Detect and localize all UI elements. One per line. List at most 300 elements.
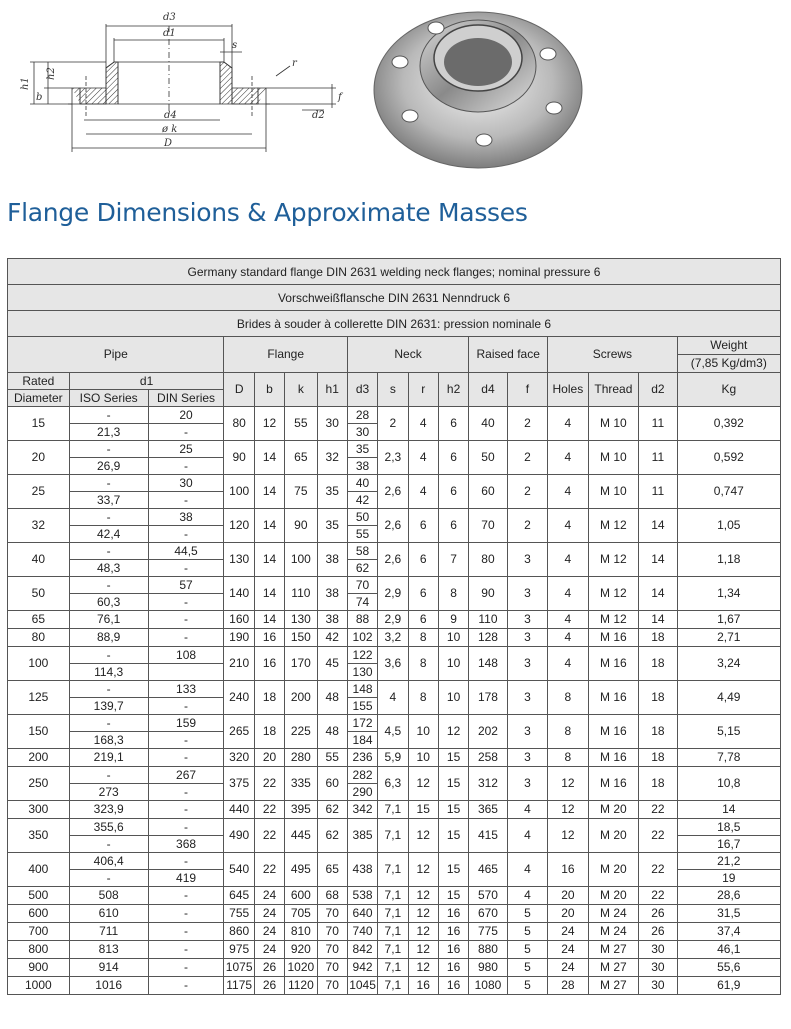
cell-k: 110	[285, 576, 317, 610]
cell-D: 100	[224, 474, 254, 508]
cell-h1: 60	[317, 766, 347, 800]
table-row	[8, 646, 781, 663]
cell-d3: 155	[347, 697, 377, 714]
cell-s: 6,3	[378, 766, 408, 800]
cell-thread: M 16	[588, 714, 639, 748]
header-h2: h2	[438, 372, 468, 406]
cell-rated-diameter: 32	[8, 508, 70, 542]
cell-f: 5	[507, 976, 547, 994]
cell-kg: 2,71	[677, 628, 780, 646]
cell-h1: 70	[317, 904, 347, 922]
cell-d2: 22	[639, 886, 677, 904]
cell-f: 5	[507, 922, 547, 940]
cell-f: 4	[507, 800, 547, 818]
group-header-screws: Screws	[548, 337, 677, 373]
cell-s: 7,1	[378, 940, 408, 958]
cell-h1: 38	[317, 576, 347, 610]
cell-d1-iso: 60,3	[69, 593, 148, 610]
table-row	[8, 610, 781, 628]
cell-rated-diameter: 65	[8, 610, 70, 628]
cell-b: 14	[254, 474, 284, 508]
cell-d1-iso: -	[69, 835, 148, 852]
cell-thread: M 12	[588, 508, 639, 542]
cell-d1-din: 30	[148, 474, 224, 491]
cell-d1-din: 38	[148, 508, 224, 525]
cell-d1-din: 368	[148, 835, 224, 852]
header-r: r	[408, 372, 438, 406]
cell-holes: 4	[548, 610, 588, 628]
table-row	[8, 766, 781, 783]
cell-d2: 26	[639, 922, 677, 940]
label-r: r	[292, 58, 297, 69]
label-k: ø k	[162, 124, 178, 135]
cell-h2: 10	[438, 680, 468, 714]
cell-h2: 12	[438, 714, 468, 748]
flange-cross-section-drawing	[14, 6, 358, 164]
group-header-weight	[677, 337, 780, 373]
cell-f: 3	[507, 748, 547, 766]
cell-rated-diameter: 250	[8, 766, 70, 800]
cell-kg: 14	[677, 800, 780, 818]
cell-d4: 40	[469, 406, 507, 440]
cell-thread: M 27	[588, 976, 639, 994]
cell-d3: 385	[347, 818, 377, 852]
cell-f: 2	[507, 474, 547, 508]
cell-D: 320	[224, 748, 254, 766]
cell-d2: 14	[639, 610, 677, 628]
cell-d3: 28	[347, 406, 377, 423]
cell-d1-din: -	[148, 800, 224, 818]
cell-d1-din: -	[148, 559, 224, 576]
cell-d1-din: -	[148, 922, 224, 940]
cell-kg: 10,8	[677, 766, 780, 800]
cell-D: 210	[224, 646, 254, 680]
cell-d3: 236	[347, 748, 377, 766]
cell-d4: 80	[469, 542, 507, 576]
cell-d1-iso: -	[69, 869, 148, 886]
cell-d1-din: -	[148, 958, 224, 976]
table-row	[8, 922, 781, 940]
cell-d2: 30	[639, 958, 677, 976]
cell-rated-diameter: 100	[8, 646, 70, 680]
cell-k: 100	[285, 542, 317, 576]
cell-d3: 282	[347, 766, 377, 783]
cell-D: 1075	[225, 960, 253, 975]
cell-D: 975	[224, 940, 254, 958]
cell-D: 80	[224, 406, 254, 440]
cell-r: 15	[408, 800, 438, 818]
cell-thread: M 24	[588, 922, 639, 940]
cell-d1-iso: 76,1	[69, 610, 148, 628]
table-row	[8, 748, 781, 766]
cell-s: 7,1	[378, 904, 408, 922]
cell-h2: 10	[438, 646, 468, 680]
table-row	[8, 800, 781, 818]
header-d3: d3	[347, 372, 377, 406]
cell-d3: 50	[347, 508, 377, 525]
cell-s: 7,1	[378, 886, 408, 904]
cell-h1: 70	[317, 922, 347, 940]
cell-d3: 438	[347, 852, 377, 886]
cell-d1-iso: 26,9	[69, 457, 148, 474]
cell-kg: 1,67	[677, 610, 780, 628]
cell-d3: 184	[347, 731, 377, 748]
cell-rated-diameter: 1000	[8, 976, 70, 994]
table-row	[8, 474, 781, 491]
table-row	[8, 886, 781, 904]
cell-d2: 14	[639, 542, 677, 576]
cell-s: 4	[378, 680, 408, 714]
cell-d1-iso: 1016	[69, 976, 148, 994]
cell-d3: 842	[347, 940, 377, 958]
cell-kg: 0,747	[677, 474, 780, 508]
table-caption-de: Vorschweißflansche DIN 2631 Nenndruck 6	[8, 285, 781, 311]
cell-d1-din: -	[148, 423, 224, 440]
cell-b: 24	[254, 922, 284, 940]
cell-r: 8	[408, 628, 438, 646]
cell-d3: 40	[347, 474, 377, 491]
cell-h2: 6	[438, 406, 468, 440]
cell-d1-din: -	[148, 525, 224, 542]
cell-d3: 30	[347, 423, 377, 440]
cell-k: 445	[285, 818, 317, 852]
cell-d4: 365	[469, 800, 507, 818]
cell-r: 8	[408, 646, 438, 680]
cell-thread: M 20	[588, 800, 639, 818]
cell-s: 2,9	[378, 610, 408, 628]
cell-kg: 16,7	[677, 835, 780, 852]
table-row	[8, 818, 781, 835]
cell-b: 14	[254, 542, 284, 576]
cell-h2: 6	[438, 474, 468, 508]
cell-kg: 0,392	[677, 406, 780, 440]
cell-d4: 775	[469, 922, 507, 940]
cell-k: 335	[285, 766, 317, 800]
cell-b: 22	[254, 800, 284, 818]
cell-h2: 8	[438, 576, 468, 610]
group-header-flange: Flange	[224, 337, 347, 373]
cell-s: 3,6	[378, 646, 408, 680]
cell-holes: 28	[548, 976, 588, 994]
cell-d2: 18	[639, 680, 677, 714]
group-header-neck: Neck	[347, 337, 468, 373]
cell-d4: 148	[469, 646, 507, 680]
cell-s: 7,1	[378, 818, 408, 852]
cell-d3: 1045	[349, 978, 376, 993]
cell-d3: 70	[347, 576, 377, 593]
cell-d4: 202	[469, 714, 507, 748]
cell-d1-din: -	[148, 904, 224, 922]
cell-d4: 128	[469, 628, 507, 646]
cell-h2: 15	[438, 800, 468, 818]
cell-r: 4	[408, 440, 438, 474]
cell-d1-din: -	[148, 748, 224, 766]
cell-thread: M 20	[588, 852, 639, 886]
cell-d4: 90	[469, 576, 507, 610]
cell-k: 395	[285, 800, 317, 818]
weight-density-note: (7,85 Kg/dm3)	[678, 354, 780, 372]
cell-d2: 30	[639, 940, 677, 958]
cell-s: 7,1	[378, 976, 408, 994]
cell-kg: 3,24	[677, 646, 780, 680]
cell-h2: 16	[438, 922, 468, 940]
cell-h1: 62	[317, 800, 347, 818]
cell-b: 22	[254, 766, 284, 800]
cell-d1-iso: 813	[69, 940, 148, 958]
cell-thread: M 12	[588, 610, 639, 628]
cell-d2: 18	[639, 646, 677, 680]
cell-h1: 42	[317, 628, 347, 646]
cell-r: 10	[408, 748, 438, 766]
cell-d3: 148	[347, 680, 377, 697]
cell-rated-diameter: 40	[8, 542, 70, 576]
cell-b: 26	[254, 958, 284, 976]
cell-k: 55	[285, 406, 317, 440]
cell-holes: 20	[548, 886, 588, 904]
cell-d3: 942	[347, 958, 377, 976]
cell-d1-iso: -	[69, 766, 148, 783]
cell-f: 3	[507, 714, 547, 748]
cell-k: 1020	[285, 958, 317, 976]
cell-rated-diameter: 300	[8, 800, 70, 818]
cell-k: 225	[285, 714, 317, 748]
cell-f: 2	[507, 406, 547, 440]
page-title: Flange Dimensions & Approximate Masses	[7, 198, 528, 227]
label-D: D	[164, 138, 173, 149]
cell-b: 22	[254, 818, 284, 852]
cell-s: 7,1	[378, 800, 408, 818]
table-row	[8, 958, 781, 976]
cell-holes: 4	[548, 406, 588, 440]
cell-d2: 14	[639, 576, 677, 610]
header-din-series: DIN Series	[148, 389, 224, 406]
cell-h1: 38	[317, 610, 347, 628]
cell-D: 265	[224, 714, 254, 748]
cell-b: 24	[254, 904, 284, 922]
cell-h2: 15	[438, 766, 468, 800]
cell-k: 600	[285, 886, 317, 904]
cell-kg: 5,15	[677, 714, 780, 748]
cell-b: 26	[254, 976, 284, 994]
cell-h1: 68	[317, 886, 347, 904]
header-h1: h1	[317, 372, 347, 406]
cell-d2: 18	[639, 748, 677, 766]
cell-d1-din: -	[148, 976, 224, 994]
cell-d1-iso: 273	[69, 783, 148, 800]
cell-d1-din: -	[148, 697, 224, 714]
header-iso-series: ISO Series	[69, 389, 148, 406]
cell-holes: 16	[548, 852, 588, 886]
cell-r: 12	[408, 958, 438, 976]
cell-r: 6	[408, 542, 438, 576]
cell-d4: 110	[469, 610, 507, 628]
cell-d3: 342	[347, 800, 377, 818]
cell-d1-din: 267	[148, 766, 224, 783]
cell-d1-iso: 406,4	[69, 852, 148, 869]
cell-rated-diameter: 50	[8, 576, 70, 610]
cell-d4: 415	[469, 818, 507, 852]
cell-s: 3,2	[378, 628, 408, 646]
cell-D: 375	[224, 766, 254, 800]
cell-b: 20	[254, 748, 284, 766]
cell-d1-iso: 711	[69, 922, 148, 940]
cell-d4: 60	[469, 474, 507, 508]
cell-d1-iso: -	[69, 542, 148, 559]
cell-d1-iso: 114,3	[69, 663, 148, 680]
cell-D: 645	[224, 886, 254, 904]
cell-d1-iso: -	[69, 714, 148, 731]
cell-r: 8	[408, 680, 438, 714]
cell-rated-diameter: 125	[8, 680, 70, 714]
cell-h1: 30	[317, 406, 347, 440]
cell-d1-iso: 355,6	[69, 818, 148, 835]
cell-d1-iso: -	[69, 406, 148, 423]
cell-holes: 20	[548, 904, 588, 922]
label-h1: h1	[20, 77, 31, 90]
cell-d1-din: 20	[148, 406, 224, 423]
cell-kg: 61,9	[677, 976, 780, 994]
table-row	[8, 440, 781, 457]
cell-h1: 70	[317, 940, 347, 958]
cell-b: 22	[254, 852, 284, 886]
cell-kg: 19	[677, 869, 780, 886]
cell-thread: M 10	[588, 406, 639, 440]
cell-d1-iso: 139,7	[69, 697, 148, 714]
cell-d3: 42	[347, 491, 377, 508]
cell-d4: 980	[469, 958, 507, 976]
cell-s: 2,6	[378, 542, 408, 576]
cell-s: 2,6	[378, 474, 408, 508]
cell-h1: 62	[317, 818, 347, 852]
cell-holes: 8	[548, 748, 588, 766]
flange-dimensions-table	[7, 258, 781, 995]
cell-f: 3	[507, 628, 547, 646]
cell-holes: 24	[548, 940, 588, 958]
cell-thread: M 16	[588, 628, 639, 646]
header-b: b	[254, 372, 284, 406]
cell-h2: 15	[438, 852, 468, 886]
cell-d1-iso: 48,3	[69, 559, 148, 576]
cell-h2: 7	[438, 542, 468, 576]
cell-D: 490	[224, 818, 254, 852]
cell-k: 280	[285, 748, 317, 766]
cell-thread: M 24	[588, 904, 639, 922]
cell-kg: 28,6	[677, 886, 780, 904]
flange-product-image	[372, 4, 584, 172]
cell-d3: 172	[347, 714, 377, 731]
cell-h1: 70	[317, 976, 347, 994]
cell-f: 3	[507, 542, 547, 576]
cell-holes: 4	[548, 628, 588, 646]
cell-d1-din	[148, 663, 224, 680]
cell-D: 540	[224, 852, 254, 886]
cell-s: 2	[378, 406, 408, 440]
cell-d1-din: 159	[148, 714, 224, 731]
cell-r: 6	[408, 610, 438, 628]
cell-d2: 14	[639, 508, 677, 542]
cell-kg: 0,592	[677, 440, 780, 474]
cell-rated-diameter: 200	[8, 748, 70, 766]
cell-rated-diameter: 900	[8, 958, 70, 976]
cell-h2: 6	[438, 440, 468, 474]
cell-d1-iso: 42,4	[69, 525, 148, 542]
cell-k: 170	[285, 646, 317, 680]
cell-b: 18	[254, 680, 284, 714]
cell-rated-diameter: 500	[8, 886, 70, 904]
cell-r: 6	[408, 508, 438, 542]
cell-holes: 24	[548, 958, 588, 976]
table-row	[8, 576, 781, 593]
cell-holes: 4	[548, 576, 588, 610]
label-d1: d1	[163, 28, 176, 39]
cell-r: 12	[408, 904, 438, 922]
cell-s: 5,9	[378, 748, 408, 766]
cell-d1-din: 25	[148, 440, 224, 457]
header-d4: d4	[469, 372, 507, 406]
cell-r: 12	[408, 818, 438, 852]
cell-d3: 640	[347, 904, 377, 922]
header-holes: Holes	[548, 372, 588, 406]
cell-s: 2,3	[378, 440, 408, 474]
cell-thread: M 27	[588, 940, 639, 958]
cell-h2: 15	[438, 748, 468, 766]
cell-thread: M 27	[588, 958, 639, 976]
cell-rated-diameter: 80	[8, 628, 70, 646]
cell-s: 7,1	[378, 958, 408, 976]
cell-f: 5	[507, 940, 547, 958]
header-D: D	[224, 372, 254, 406]
cell-f: 3	[507, 646, 547, 680]
cell-d1-iso: 219,1	[69, 748, 148, 766]
cell-d2: 11	[639, 474, 677, 508]
cell-b: 14	[254, 610, 284, 628]
cell-r: 12	[408, 766, 438, 800]
cell-thread: M 12	[588, 542, 639, 576]
label-d4: d4	[164, 110, 177, 121]
cell-f: 3	[507, 576, 547, 610]
cell-rated-diameter: 700	[8, 922, 70, 940]
header-kg: Kg	[677, 372, 780, 406]
cell-b: 12	[254, 406, 284, 440]
cell-thread: M 10	[588, 474, 639, 508]
cell-holes: 4	[548, 440, 588, 474]
cell-d3: 58	[347, 542, 377, 559]
cell-r: 12	[408, 922, 438, 940]
cell-kg: 55,6	[677, 958, 780, 976]
cell-r: 12	[408, 940, 438, 958]
cell-d1-din: 133	[148, 680, 224, 697]
cell-d3: 102	[347, 628, 377, 646]
cell-h1: 35	[317, 474, 347, 508]
table-caption-en: Germany standard flange DIN 2631 welding neck flanges; nominal pressure 6	[8, 259, 781, 285]
header-thread: Thread	[588, 372, 639, 406]
cell-d2: 18	[639, 766, 677, 800]
table-row	[8, 628, 781, 646]
cell-d4: 670	[469, 904, 507, 922]
cell-d2: 22	[639, 852, 677, 886]
cell-r: 6	[408, 576, 438, 610]
table-row	[8, 406, 781, 423]
cell-b: 24	[254, 940, 284, 958]
cell-d1-din: 419	[148, 869, 224, 886]
cell-s: 7,1	[378, 922, 408, 940]
cell-d1-iso: 323,9	[69, 800, 148, 818]
cell-f: 2	[507, 440, 547, 474]
cell-d4: 50	[469, 440, 507, 474]
cell-d3: 290	[347, 783, 377, 800]
label-f: f	[338, 92, 342, 103]
group-header-pipe: Pipe	[8, 337, 224, 373]
